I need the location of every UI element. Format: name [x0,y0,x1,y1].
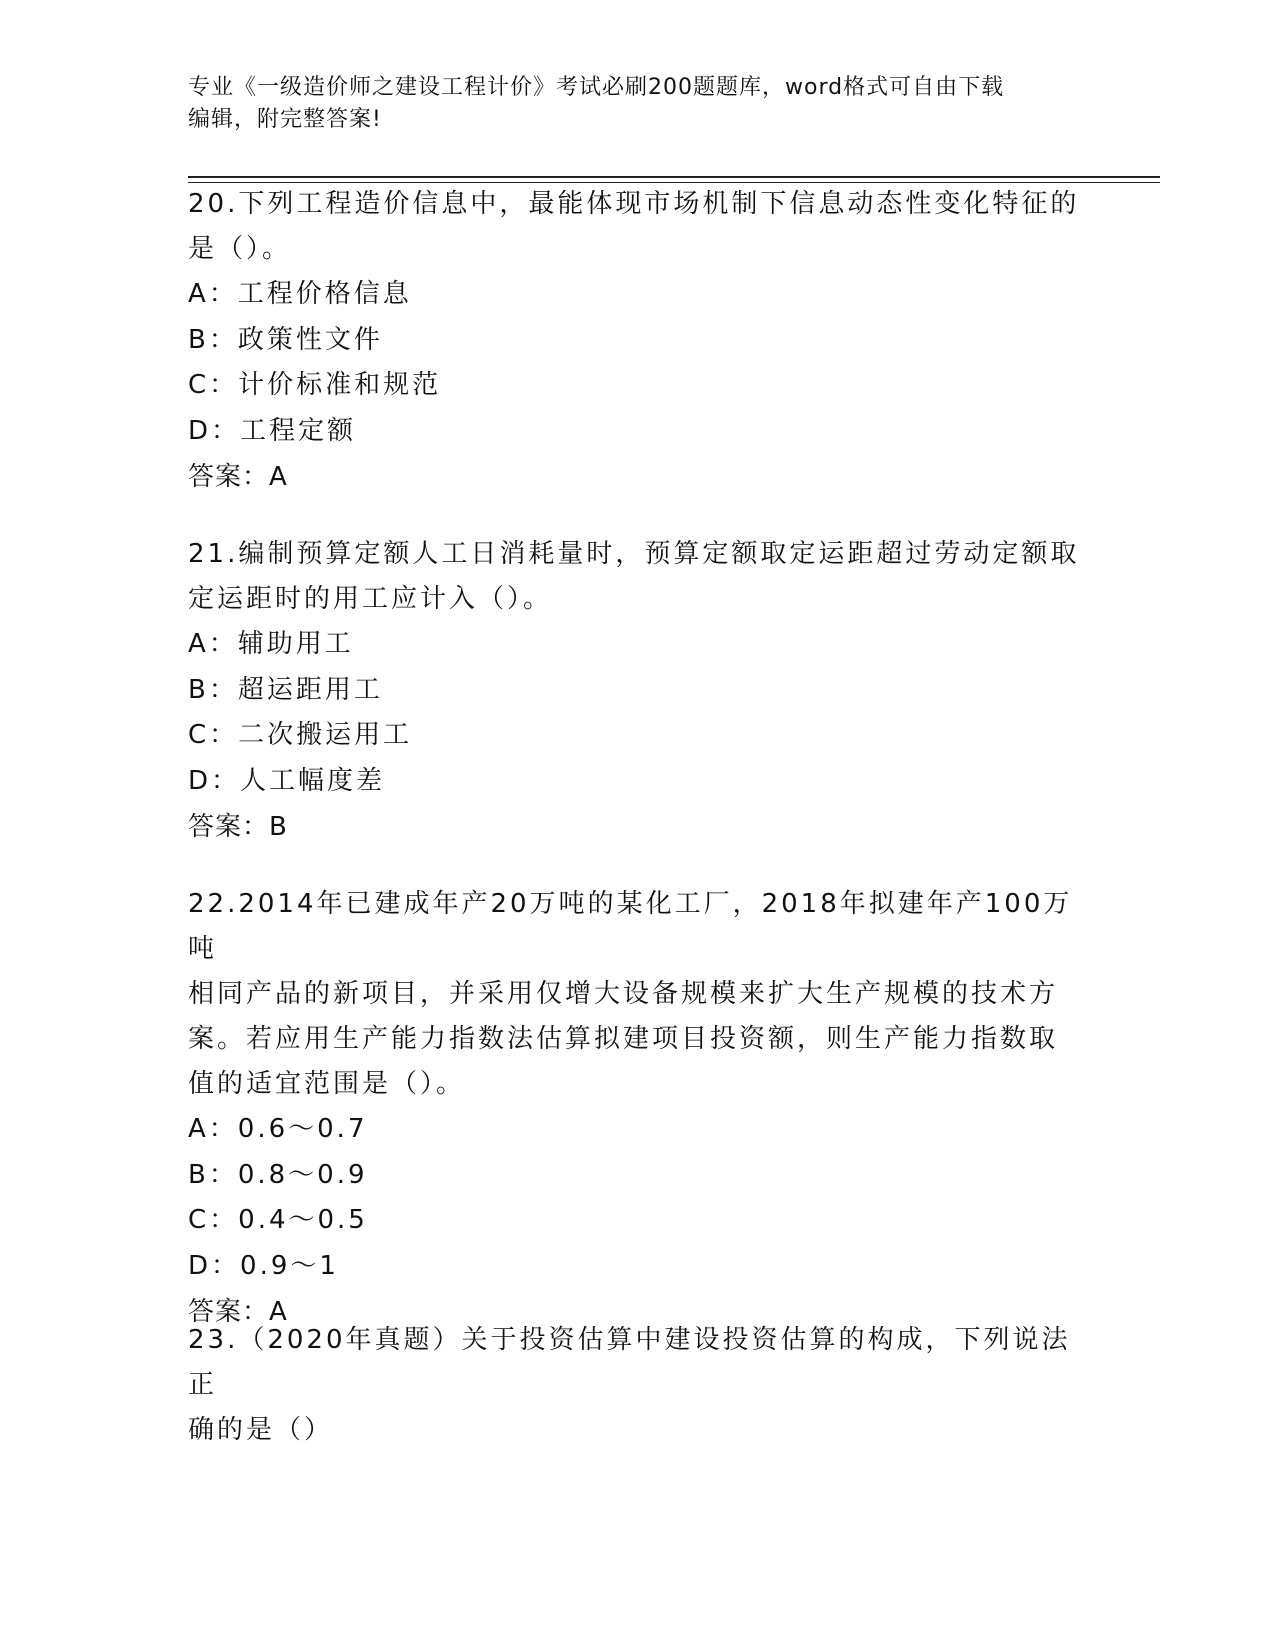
option-a: A：辅助用工 [188,629,354,659]
option-d: D：0.9～1 [188,1250,339,1281]
question-stem [188,882,1088,1107]
answer: 答案：A [188,462,288,492]
stem-line: 22.2014年已建成年产20万吨的某化工厂，2018年拟建年产100万吨 [188,889,1073,964]
option-a: A：0.6～0.7 [188,1114,368,1144]
stem-line: 值的适宜范围是（）。 [188,1069,466,1099]
question-stem [188,532,1088,622]
option-d: D：人工幅度差 [188,765,386,796]
question-23 [188,1318,1088,1453]
question-22 [188,882,1088,1335]
header-rule-thick [188,176,1160,178]
header-line-1: 专业《一级造价师之建设工程计价》考试必刷200题题库，word格式可自由下载 [188,75,1005,100]
option-b: B：政策性文件 [188,324,383,355]
question-stem [188,1318,1088,1453]
stem-line: 23.（2020年真题）关于投资估算中建设投资估算的构成，下列说法正 [188,1325,1071,1400]
document-header [188,72,1088,136]
question-20 [188,182,1088,500]
answer: 答案：B [188,812,288,842]
option-c: C：二次搬运用工 [188,720,413,750]
option-b: B：超运距用工 [188,674,383,705]
option-c: C：0.4～0.5 [188,1205,368,1235]
stem-line: 确的是（） [188,1415,334,1445]
answer: 答案：A [188,1297,288,1327]
option-a: A：工程价格信息 [188,279,412,309]
stem-line: 相同产品的新项目，并采用仅增大设备规模来扩大生产规模的技术方 [188,979,1059,1009]
option-c: C：计价标准和规范 [188,370,442,400]
stem-line: 21.编制预算定额人工日消耗量时，预算定额取定运距超过劳动定额取 [188,539,1080,569]
stem-line: 案。若应用生产能力指数法估算拟建项目投资额，则生产能力指数取 [188,1024,1059,1054]
stem-line: 20.下列工程造价信息中，最能体现市场机制下信息动态性变化特征的 [188,189,1080,219]
question-21 [188,532,1088,850]
stem-line: 是（）。 [188,234,292,264]
header-line-2: 编辑，附完整答案! [188,107,382,132]
option-b: B：0.8～0.9 [188,1159,368,1190]
option-d: D：工程定额 [188,415,357,446]
stem-line: 定运距时的用工应计入（）。 [188,584,553,614]
question-stem [188,182,1088,272]
